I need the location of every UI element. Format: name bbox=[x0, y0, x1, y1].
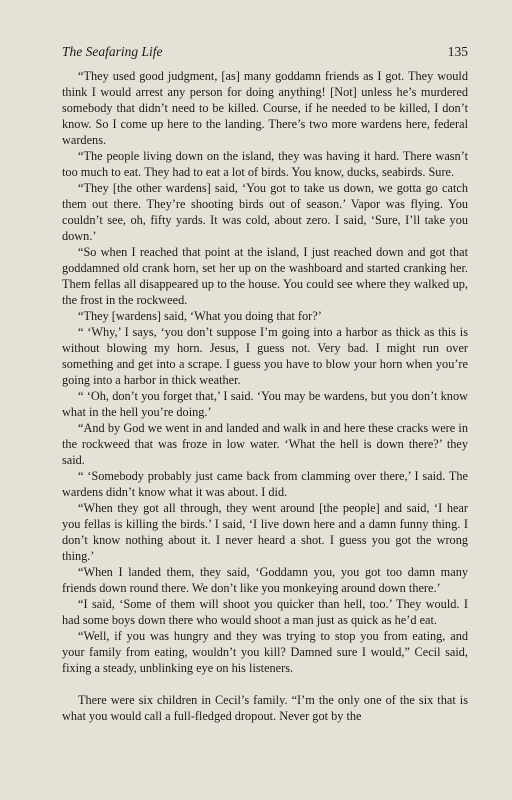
page-number: 135 bbox=[447, 44, 468, 59]
paragraph: “They used good judgment, [as] many goddamn friends as I got. They would think I would arrest any person for doing anything! [Not] unless he’s murdered somebody that didn’t need to be killed. Course, if he needed to be killed, I don’t know. So I come up here to the landing. There’s two more wardens here, federal wardens. bbox=[62, 69, 468, 147]
paragraph: “ ‘Why,’ I says, ‘you don’t suppose I’m going into a harbor as thick as this is without blowing my horn. Jesus, I guess not. Very bad. I might run over something and get into a scrape. I guess you have to blow your horn when you’re going into a harbor in thick weather. bbox=[62, 325, 468, 387]
paragraph: “And by God we went in and landed and walk in and here these cracks were in the rockweed that was froze in low water. ‘What the hell is down there?’ they said. bbox=[62, 421, 468, 467]
paragraph: “ ‘Oh, don’t you forget that,’ I said. ‘You may be wardens, but you don’t know what in the hell you’re doing.’ bbox=[62, 389, 468, 419]
paragraph: “ ‘Somebody probably just came back from clamming over there,’ I said. The wardens didn’t know what it was about. I did. bbox=[62, 469, 468, 499]
body-text bbox=[62, 68, 468, 724]
paragraph: “When they got all through, they went around [the people] and said, ‘I hear you fellas is killing the birds.’ I said, ‘I live down here and a damn funny thing. I don’t know nothing about it. I never heard a shot. I guess you got the wrong thing.’ bbox=[62, 501, 468, 563]
paragraph: “They [the other wardens] said, ‘You got to take us down, we gotta go catch them out there. They’re shooting birds out of season.’ Vapor was flying. You couldn’t see, oh, fifty yards. It was cold, about zero. I said, ‘Sure, I’ll take you down.’ bbox=[62, 181, 468, 243]
paragraph: “When I landed them, they said, ‘Goddamn you, you got too damn many friends down round there. We don’t like you monkeying around down there.’ bbox=[62, 565, 468, 595]
paragraph: There were six children in Cecil’s family. “I’m the only one of the six that is what you would call a full-fledged dropout. Never got by the bbox=[62, 693, 468, 723]
paragraph: “I said, ‘Some of them will shoot you quicker than hell, too.’ They would. I had some boys down there who would shoot a man just as quick as he’d eat. bbox=[62, 597, 468, 627]
paragraph: “The people living down on the island, they was having it hard. There wasn’t too much to eat. They had to eat a lot of birds. You know, ducks, seabirds. Sure. bbox=[62, 149, 468, 179]
paragraph: “They [wardens] said, ‘What you doing that for?’ bbox=[78, 309, 322, 323]
running-title: The Seafaring Life bbox=[62, 44, 163, 59]
running-head bbox=[62, 44, 468, 66]
paragraph: “Well, if you was hungry and they was trying to stop you from eating, and your family from eating, wouldn’t you kill? Damned sure I would,” Cecil said, fixing a steady, unblinking eye on his listeners. bbox=[62, 629, 468, 675]
paragraph: “So when I reached that point at the island, I just reached down and got that goddamned old crank horn, set her up on the washboard and started cranking her. Them fellas all disappeared up to the house. You could see where they walked up, the frost in the rockweed. bbox=[62, 245, 468, 307]
